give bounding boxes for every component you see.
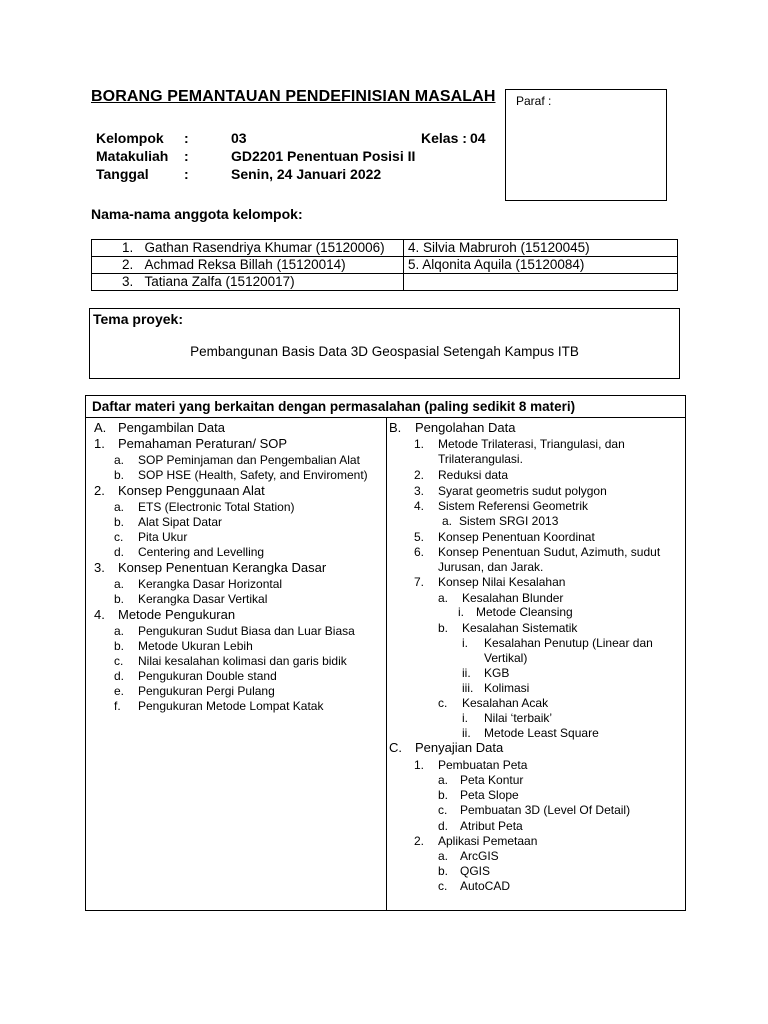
list-text: Pengukuran Metode Lompat Katak	[138, 699, 324, 713]
tema-text: Pembangunan Basis Data 3D Geospasial Setengah Kampus ITB	[190, 344, 579, 359]
list-item	[414, 545, 660, 559]
list-marker: d.	[114, 545, 125, 559]
list-item	[438, 819, 523, 833]
list-text: Pembuatan 3D (Level Of Detail)	[460, 803, 631, 817]
list-marker: iii.	[462, 681, 474, 695]
list-text: Penyajian Data	[415, 740, 504, 755]
list-item	[414, 468, 508, 482]
list-text: Sistem SRGI 2013	[459, 514, 559, 528]
list-text: Metode Ukuran Lebih	[138, 639, 253, 653]
list-marker: 1.	[414, 758, 425, 772]
list-text: Kerangka Dasar Vertikal	[138, 592, 268, 606]
list-text: Peta Kontur	[460, 773, 524, 787]
member-cell: 5. Alqonita Aquila (15120084)	[404, 257, 678, 274]
list-marker: b.	[114, 639, 125, 653]
list-text: Peta Slope	[460, 788, 519, 802]
list-item	[414, 575, 565, 589]
list-marker: d.	[114, 669, 125, 683]
member-cell	[404, 274, 678, 291]
paraf-label: Paraf :	[516, 94, 552, 108]
list-text: Pengukuran Double stand	[138, 669, 277, 683]
list-marker: a.	[442, 514, 453, 528]
list-item	[414, 484, 607, 498]
materi-heading: Daftar materi yang berkaitan dengan permasalahan (paling sedikit 8 materi)	[86, 396, 685, 418]
member-cell: 1. Gathan Rasendriya Khumar (15120006)	[92, 240, 404, 257]
list-marker: 4.	[414, 499, 425, 513]
list-marker: d.	[438, 819, 449, 833]
tema-label: Tema proyek:	[93, 311, 183, 327]
list-text: Pembuatan Peta	[438, 758, 528, 772]
list-text: Kolimasi	[484, 681, 530, 695]
list-text: Konsep Penentuan Sudut, Azimuth, sudut	[438, 545, 661, 559]
list-text: Vertikal)	[484, 651, 528, 665]
list-text: Kesalahan Blunder	[462, 591, 564, 605]
kelas-value: 04	[470, 130, 486, 146]
list-item	[114, 654, 347, 668]
list-text: Konsep Penentuan Koordinat	[438, 530, 595, 544]
list-marker: c.	[114, 654, 124, 668]
list-item	[438, 773, 523, 787]
list-text: Alat Sipat Datar	[138, 515, 223, 529]
colon: :	[184, 130, 189, 146]
list-marker: C.	[389, 740, 402, 755]
colon: :	[184, 166, 189, 182]
list-item	[458, 605, 573, 619]
list-text: Metode Trilaterasi, Triangulasi, dan	[438, 437, 625, 451]
list-text: AutoCAD	[460, 879, 511, 893]
list-marker: c.	[438, 803, 448, 817]
list-marker: b.	[114, 592, 125, 606]
list-item	[114, 545, 264, 559]
member-cell: 3. Tatiana Zalfa (15120017)	[92, 274, 404, 291]
list-item	[114, 592, 267, 606]
list-marker: 4.	[94, 607, 105, 622]
list-item	[438, 849, 499, 863]
list-text: Metode Cleansing	[476, 605, 573, 619]
list-text: Sistem Referensi Geometrik	[438, 499, 589, 513]
list-item	[438, 803, 630, 817]
form-title: BORANG PEMANTAUAN PENDEFINISIAN MASALAH	[91, 88, 496, 105]
list-item	[414, 452, 523, 466]
table-row	[92, 257, 678, 274]
list-text: Nilai kesalahan kolimasi dan garis bidik	[138, 654, 347, 668]
member-cell: 4. Silvia Mabruroh (15120045)	[404, 240, 678, 257]
list-text: Aplikasi Pemetaan	[438, 834, 538, 848]
list-text: Metode Least Square	[484, 726, 599, 740]
list-marker: 5.	[414, 530, 425, 544]
list-text: SOP HSE (Health, Safety, and Enviroment)	[138, 468, 368, 482]
kelompok-label: Kelompok	[96, 130, 164, 146]
list-marker: b.	[438, 788, 449, 802]
list-item	[94, 484, 265, 498]
list-text: Nilai ‘terbaik’	[484, 711, 553, 725]
signature-box	[505, 89, 667, 201]
list-text: Pengolahan Data	[415, 420, 516, 435]
list-text: Centering and Levelling	[138, 545, 265, 559]
list-item	[114, 468, 368, 482]
list-item	[438, 591, 563, 605]
list-text: Jurusan, dan Jarak.	[438, 560, 544, 574]
list-marker: i.	[462, 711, 468, 725]
list-text: Kesalahan Penutup (Linear dan	[484, 636, 653, 650]
list-marker: b.	[438, 864, 449, 878]
list-text: Kesalahan Sistematik	[462, 621, 578, 635]
list-item	[462, 651, 527, 665]
list-text: Konsep Nilai Kesalahan	[438, 575, 566, 589]
list-marker: a.	[114, 500, 125, 514]
list-item	[114, 500, 295, 514]
column-divider	[386, 418, 387, 910]
list-item	[414, 758, 527, 772]
list-marker: c.	[438, 879, 448, 893]
list-text: Syarat geometris sudut polygon	[438, 484, 607, 498]
list-item	[389, 741, 503, 755]
list-text: Pengambilan Data	[118, 420, 225, 435]
list-item	[114, 577, 282, 591]
list-marker: b.	[438, 621, 449, 635]
table-row	[92, 240, 678, 257]
matakuliah-label: Matakuliah	[96, 148, 169, 164]
list-text: Pengukuran Pergi Pulang	[138, 684, 275, 698]
list-marker: 7.	[414, 575, 425, 589]
list-item	[442, 514, 558, 528]
list-text: Konsep Penggunaan Alat	[118, 483, 265, 498]
list-marker: a.	[114, 453, 125, 467]
list-marker: 3.	[414, 484, 425, 498]
list-marker: ii.	[462, 666, 471, 680]
list-item	[114, 624, 355, 638]
list-marker: ii.	[462, 726, 471, 740]
list-marker: c.	[438, 696, 448, 710]
tanggal-label: Tanggal	[96, 166, 149, 182]
list-item	[94, 421, 225, 435]
list-marker: 2.	[94, 483, 105, 498]
list-item	[414, 437, 625, 451]
list-text: Kerangka Dasar Horizontal	[138, 577, 283, 591]
list-item	[114, 530, 187, 544]
list-text: Metode Pengukuran	[118, 607, 236, 622]
list-item	[94, 437, 287, 451]
list-marker: 1.	[414, 437, 425, 451]
list-marker: 2.	[414, 468, 425, 482]
tema-box	[89, 308, 680, 379]
list-text: Konsep Penentuan Kerangka Dasar	[118, 560, 327, 575]
member-cell: 2. Achmad Reksa Billah (15120014)	[92, 257, 404, 274]
colon: :	[184, 148, 189, 164]
list-item	[114, 669, 277, 683]
list-marker: A.	[94, 420, 107, 435]
list-text: Atribut Peta	[460, 819, 523, 833]
list-item	[414, 834, 537, 848]
list-item	[94, 561, 326, 575]
list-item	[462, 726, 599, 740]
list-marker: 1.	[94, 436, 105, 451]
list-item	[438, 621, 577, 635]
list-item	[114, 684, 275, 698]
list-text: ArcGIS	[460, 849, 499, 863]
list-item	[389, 421, 515, 435]
list-item	[114, 699, 323, 713]
list-marker: 6.	[414, 545, 425, 559]
list-marker: c.	[114, 530, 124, 544]
members-table	[91, 239, 678, 291]
list-item	[414, 530, 595, 544]
anggota-heading: Nama-nama anggota kelompok:	[91, 206, 303, 222]
list-text: KGB	[484, 666, 510, 680]
list-item	[438, 879, 510, 893]
list-marker: b.	[114, 515, 125, 529]
list-item	[438, 696, 548, 710]
list-item	[114, 639, 253, 653]
tanggal-value: Senin, 24 Januari 2022	[231, 166, 382, 182]
list-text: QGIS	[460, 864, 491, 878]
list-text: SOP Peminjaman dan Pengembalian Alat	[138, 453, 360, 467]
list-marker: a.	[438, 773, 449, 787]
list-marker: i.	[458, 605, 464, 619]
list-text: Pita Ukur	[138, 530, 188, 544]
list-item	[114, 453, 360, 467]
list-marker: e.	[114, 684, 125, 698]
list-item	[462, 681, 529, 695]
list-item	[462, 711, 552, 725]
kelompok-value: 03	[231, 130, 247, 146]
list-marker: a.	[114, 577, 125, 591]
matakuliah-value: GD2201 Penentuan Posisi II	[231, 148, 416, 164]
list-marker: 3.	[94, 560, 105, 575]
materi-table	[85, 395, 686, 911]
list-text: Pengukuran Sudut Biasa dan Luar Biasa	[138, 624, 355, 638]
list-item	[462, 666, 509, 680]
list-marker: a.	[438, 591, 449, 605]
table-row	[92, 274, 678, 291]
list-text: Pemahaman Peraturan/ SOP	[118, 436, 288, 451]
list-item	[414, 560, 543, 574]
list-item	[94, 608, 235, 622]
list-item	[414, 499, 588, 513]
kelas-label: Kelas :	[421, 130, 467, 146]
list-text: Kesalahan Acak	[462, 696, 549, 710]
list-item	[438, 788, 519, 802]
list-item	[438, 864, 490, 878]
list-marker: b.	[114, 468, 125, 482]
list-text: ETS (Electronic Total Station)	[138, 500, 295, 514]
list-marker: B.	[389, 420, 402, 435]
list-text: Trilaterangulasi.	[438, 452, 523, 466]
list-text: Reduksi data	[438, 468, 509, 482]
list-marker: 2.	[414, 834, 425, 848]
list-marker: f.	[114, 699, 121, 713]
list-item	[114, 515, 222, 529]
list-marker: i.	[462, 636, 468, 650]
list-marker: a.	[114, 624, 125, 638]
list-marker: a.	[438, 849, 449, 863]
list-item	[462, 636, 653, 650]
